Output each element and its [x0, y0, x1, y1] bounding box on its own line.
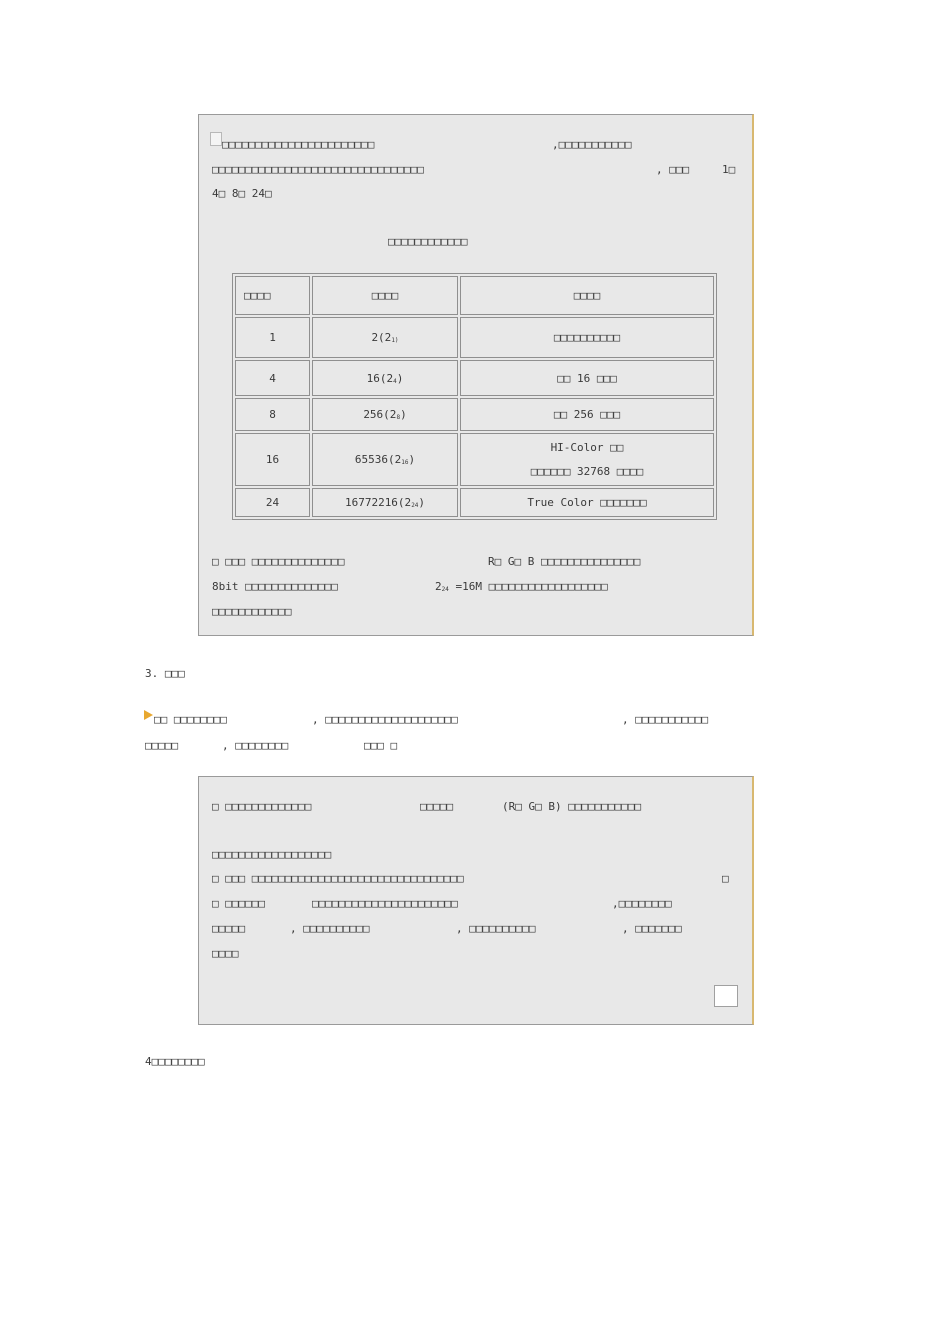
box2-line6: □□□□: [212, 947, 239, 960]
colors-tail: ): [396, 371, 404, 385]
image-placeholder-icon: [714, 985, 738, 1007]
box2-line1c: (R□ G□ B) □□□□□□□□□□□: [502, 800, 642, 813]
color-depth-table: [232, 273, 717, 520]
table-cell-colors: [312, 488, 458, 517]
section3-line1a: □□ □□□□□□□□: [154, 713, 227, 726]
colors-tail: ): [408, 453, 416, 466]
section3-line1c: , □□□□□□□□□□□: [622, 713, 709, 726]
table-cell-colors: [312, 360, 458, 396]
arrow-marker-icon: [144, 710, 153, 720]
table-cell-desc: True Color □□□□□□□: [460, 488, 714, 517]
power-base: 2: [435, 580, 442, 593]
box2-line4a: □ □□□□□□: [212, 897, 265, 910]
colors-value: 256(2: [363, 408, 397, 421]
box2-line5b: , □□□□□□□□□□: [290, 922, 370, 935]
section3-line1b: , □□□□□□□□□□□□□□□□□□□□: [312, 713, 458, 726]
box1-para-line2b: [435, 580, 608, 593]
power-tail: =16M □□□□□□□□□□□□□□□□□□: [448, 580, 608, 593]
table-row: [235, 398, 714, 431]
colors-value: 65536(2: [354, 453, 402, 466]
table-cell-colors: [312, 398, 458, 431]
section-3-heading: 3. □□□: [145, 667, 185, 680]
box1-text-1b: ,□□□□□□□□□□□: [552, 138, 632, 151]
box2-line2: □□□□□□□□□□□□□□□□□□: [212, 848, 332, 861]
table-cell-desc: [460, 433, 714, 486]
table-cell-bits: 4: [235, 360, 310, 396]
box1-para-line2a: 8bit □□□□□□□□□□□□□□: [212, 580, 338, 593]
colors-value: 2(2: [371, 331, 392, 344]
table-header-cell: □□□□: [312, 276, 458, 315]
box2-line4c: ,□□□□□□□□: [612, 897, 672, 910]
box2-line5c: , □□□□□□□□□□: [456, 922, 536, 935]
colors-exponent: 16: [401, 459, 409, 466]
table-cell-bits: 24: [235, 488, 310, 517]
box2-line5a: □□□□□: [212, 922, 246, 935]
colors-tail: ): [400, 408, 407, 421]
section3-line2a: □□□□□: [145, 739, 179, 752]
table-cell-desc: □□□□□□□□□□: [460, 317, 714, 358]
table-row: [235, 433, 714, 486]
colors-tail: ): [418, 496, 426, 509]
box1-text-2a: □□□□□□□□□□□□□□□□□□□□□□□□□□□□□□□□: [212, 163, 424, 176]
box2-line3a: □ □□□ □□□□□□□□□□□□□□□□□□□□□□□□□□□□□□□□: [212, 872, 464, 885]
table-header-cell: □□□□: [460, 276, 714, 315]
table-row: [235, 488, 714, 517]
colors-exponent: 4: [393, 377, 397, 385]
box1-text-1a: □□□□□□□□□□□□□□□□□□□□□□□: [222, 138, 375, 151]
box1-para-line1b: R□ G□ B □□□□□□□□□□□□□□□: [488, 555, 641, 568]
desc-line: HI-Color □□: [550, 440, 624, 454]
table-row: [235, 317, 714, 358]
section-4-heading: 4□□□□□□□□: [145, 1055, 205, 1068]
desc-line: □□□□□□ 32768 □□□□: [530, 464, 644, 478]
box1-text-2b: , □□□: [656, 163, 690, 176]
table-cell-desc: □□ 16 □□□: [460, 360, 714, 396]
box1-para-line3: □□□□□□□□□□□□: [212, 605, 292, 618]
section3-line2b: , □□□□□□□□: [222, 739, 289, 752]
colors-exponent: 24: [411, 502, 419, 509]
table-cell-bits: 16: [235, 433, 310, 486]
table-cell-desc: □□ 256 □□□: [460, 398, 714, 431]
box2-line1b: □□□□□: [420, 800, 454, 813]
box1-text-2c: 1□: [722, 163, 736, 176]
colors-value: 16772216(2: [344, 496, 412, 509]
box2-line5d: , □□□□□□□: [622, 922, 682, 935]
table-row: [235, 360, 714, 396]
table-cell-colors: [312, 317, 458, 358]
colors-exponent: 1): [391, 337, 399, 344]
box2-line4b: □□□□□□□□□□□□□□□□□□□□□□: [312, 897, 458, 910]
box2-line1a: □ □□□□□□□□□□□□□: [212, 800, 312, 813]
box2-line3b: □: [722, 872, 729, 885]
image-placeholder-icon: [210, 132, 222, 146]
table-cell-bits: 8: [235, 398, 310, 431]
table-header-cell: □□□□: [235, 276, 310, 315]
box1-para-line1a: □ □□□ □□□□□□□□□□□□□□: [212, 555, 345, 568]
colors-exponent: 8: [396, 414, 401, 421]
section3-line2c: □□□ □: [364, 739, 398, 752]
power-exponent: 24: [441, 586, 449, 593]
table-cell-colors: [312, 433, 458, 486]
table-header-row: [235, 276, 714, 315]
table-caption: □□□□□□□□□□□□: [388, 235, 468, 248]
table-cell-bits: 1: [235, 317, 310, 358]
colors-value: 16(2: [366, 371, 394, 385]
box1-text-3: 4□ 8□ 24□: [212, 187, 272, 200]
